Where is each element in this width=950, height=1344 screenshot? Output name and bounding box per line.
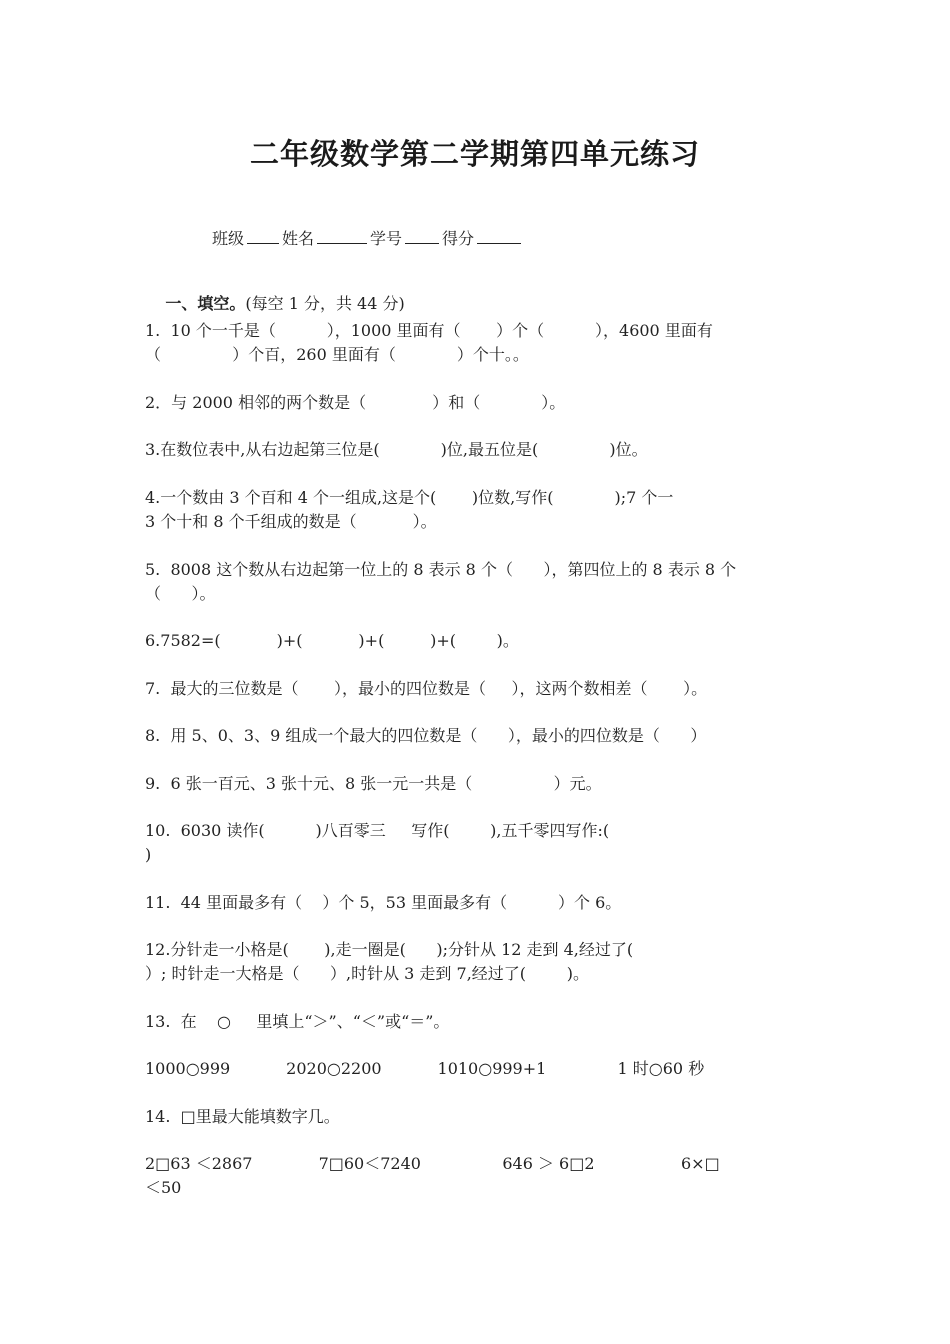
question-line: 5. 8008 这个数从右边起第一位上的 8 表示 8 个（ ），第四位上的 8 表示 8 个 <box>145 560 737 579</box>
number-label: 学号 <box>370 229 403 248</box>
question-line: ）; 时针走一大格是（ ）,时针从 3 走到 7,经过了( )。 <box>145 964 589 983</box>
section-title: 一、填空。 <box>165 294 246 313</box>
question-line: 4.一个数由 3 个百和 4 个一组成,这是个( )位数,写作( );7 个一 <box>145 488 674 507</box>
question-line: （ ）。 <box>145 584 216 603</box>
question-line: 9. 6 张一百元、3 张十元、8 张一元一共是（ ）元。 <box>145 774 602 793</box>
question-line: 7. 最大的三位数是（ ），最小的四位数是（ ），这两个数相差（ ）。 <box>145 679 708 698</box>
comparison-row: 1000○999 2020○2200 1010○999+1 1 时○60 秒 <box>145 1059 705 1078</box>
class-blank[interactable] <box>247 229 279 244</box>
inequality-row: 2□63 ＜2867 7□60＜7240 646 ＞ 6□2 6×□ <box>145 1154 720 1173</box>
name-label: 姓名 <box>282 229 315 248</box>
question-line: 8. 用 5、0、3、9 组成一个最大的四位数是（ ），最小的四位数是（ ） <box>145 726 707 745</box>
question-line: （ ）个百，260 里面有（ ）个十。。 <box>145 345 529 364</box>
question-line: 3 个十和 8 个千组成的数是（ ）。 <box>145 512 437 531</box>
number-blank[interactable] <box>405 229 439 244</box>
score-label: 得分 <box>442 229 475 248</box>
score-blank[interactable] <box>477 229 521 244</box>
question-line: 11. 44 里面最多有（ ）个 5，53 里面最多有（ ）个 6。 <box>145 893 622 912</box>
question-line: ) <box>145 845 152 864</box>
question-line: 14. □里最大能填数字几。 <box>145 1107 340 1126</box>
question-line: 3.在数位表中,从右边起第三位是( )位,最五位是( )位。 <box>145 440 648 459</box>
name-blank[interactable] <box>317 229 367 244</box>
question-line: 13. 在 ○ 里填上“＞”、“＜”或“＝”。 <box>145 1012 450 1031</box>
student-info-line <box>212 226 524 249</box>
worksheet-title: 二年级数学第二学期第四单元练习 <box>249 137 700 171</box>
inequality-row: ＜50 <box>145 1178 182 1197</box>
section-note: (每空 1 分，共 44 分) <box>245 294 405 313</box>
question-line: 10. 6030 读作( )八百零三 写作( ),五千零四写作:( <box>145 821 610 840</box>
question-line: 2．与 2000 相邻的两个数是（ ）和（ ）。 <box>145 393 566 412</box>
question-line: 12.分针走一小格是( ),走一圈是( );分针从 12 走到 4,经过了( <box>145 940 634 959</box>
class-label: 班级 <box>212 229 245 248</box>
question-line: 1. 10 个一千是（ ），1000 里面有（ ）个（ ），4600 里面有 <box>145 321 713 340</box>
question-line: 6.7582=( )+( )+( )+( )。 <box>145 631 519 650</box>
